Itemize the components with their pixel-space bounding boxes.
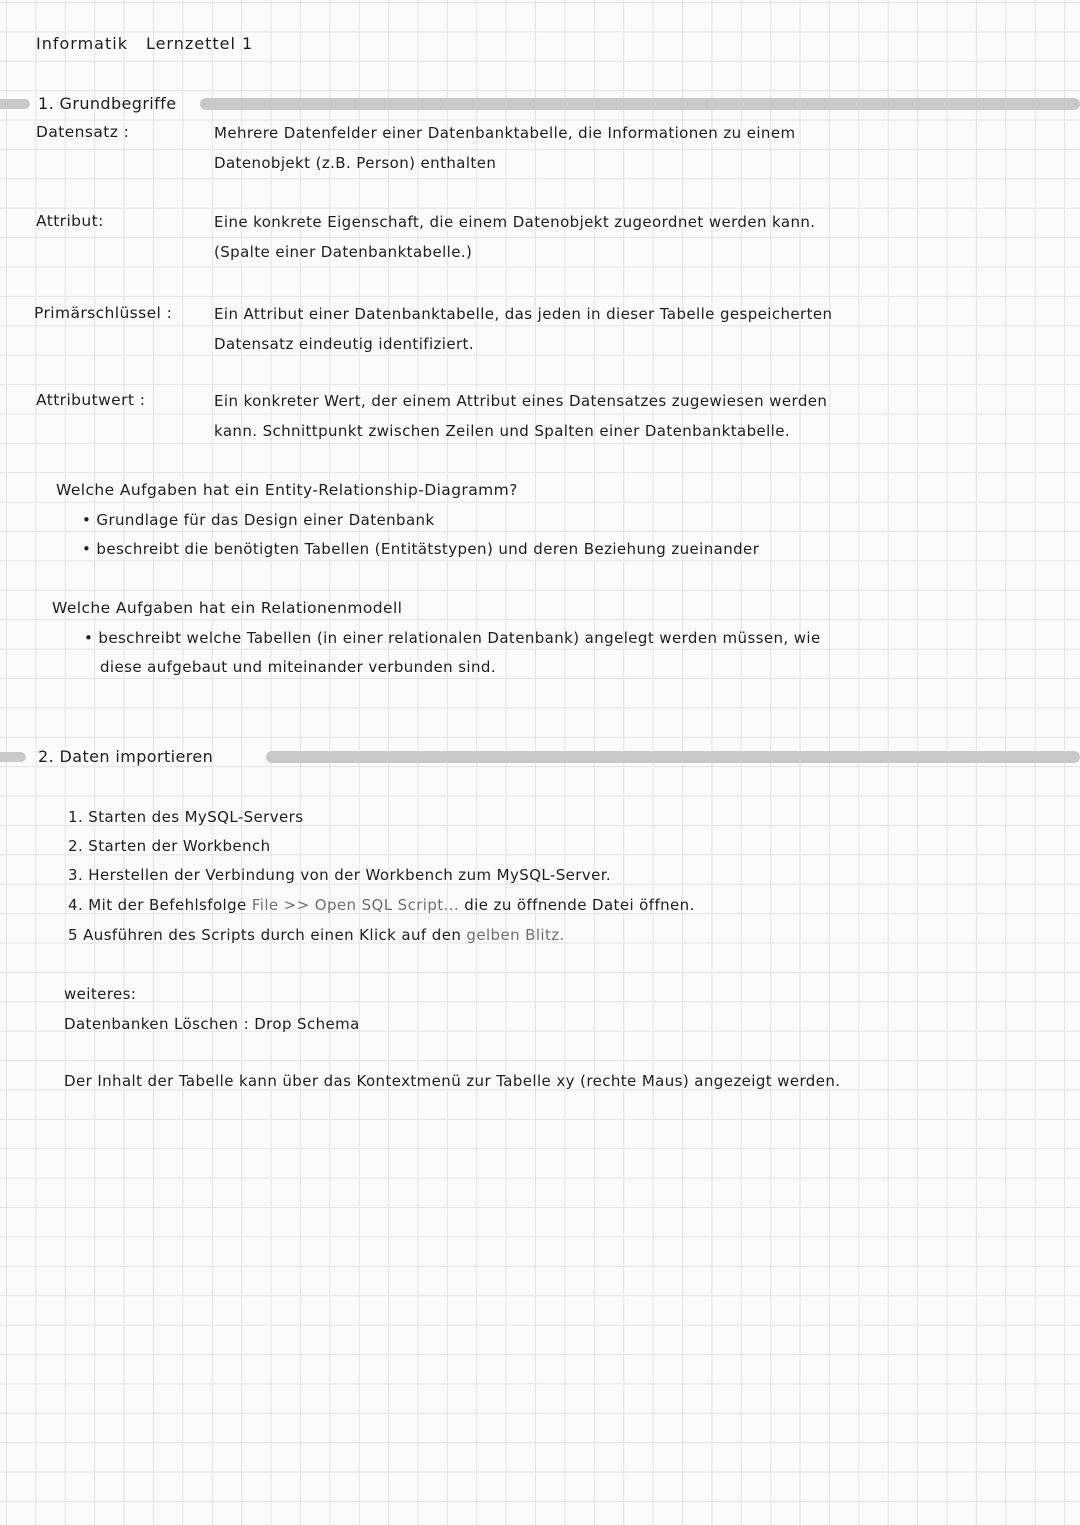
definition-primaerschluessel-line1: Ein Attribut einer Datenbanktabelle, das jeden in dieser Tabelle gespeicherten — [214, 305, 833, 323]
section-bar-left — [0, 99, 30, 109]
step-text: Mit der Befehlsfolge — [88, 896, 247, 914]
definition-attributwert-line1: Ein konkreter Wert, der einem Attribut eines Datensatzes zugewiesen werden — [214, 392, 828, 410]
section-heading-2: 2. Daten importieren — [38, 747, 214, 766]
bullet-er-2: • beschreibt die benötigten Tabellen (Entitätstypen) und deren Beziehung zueinander — [82, 540, 760, 558]
page-header — [36, 34, 253, 53]
term-attribut: Attribut: — [36, 212, 104, 230]
step-text-end: die zu öffnende Datei öffnen. — [464, 896, 695, 914]
step-number: 4. — [68, 896, 84, 914]
definition-datensatz-line2: Datenobjekt (z.B. Person) enthalten — [214, 154, 497, 172]
step-4 — [68, 896, 695, 914]
bullet-relational-line2: diese aufgebaut und miteinander verbunden sind. — [100, 658, 496, 676]
delete-database-note: Datenbanken Löschen : Drop Schema — [64, 1015, 360, 1033]
step-number: 1. — [68, 808, 84, 826]
sheet-label: Lernzettel 1 — [145, 34, 254, 53]
step-text: Herstellen der Verbindung von der Workbench zum MySQL-Server. — [88, 866, 612, 884]
section-bar-1 — [200, 98, 1080, 110]
step-5 — [68, 926, 565, 944]
definition-attributwert-line2: kann. Schnittpunkt zwischen Zeilen und Spalten einer Datenbanktabelle. — [214, 422, 791, 440]
section-heading-1: 1. Grundbegriffe — [38, 94, 177, 113]
step-number: 5 — [68, 926, 78, 944]
yellow-flash-label: gelben Blitz. — [466, 926, 565, 944]
step-text: Ausführen des Scripts durch einen Klick auf den — [83, 926, 462, 944]
subject-label: Informatik — [36, 34, 128, 53]
question-er-diagram: Welche Aufgaben hat ein Entity-Relationship-Diagramm? — [56, 481, 518, 499]
section-bar-2 — [266, 751, 1080, 763]
misc-label: weiteres: — [64, 985, 137, 1003]
term-datensatz: Datensatz : — [36, 123, 130, 141]
term-primaerschluessel: Primärschlüssel : — [34, 304, 173, 322]
step-number: 3. — [68, 866, 84, 884]
step-1 — [68, 808, 303, 826]
definition-primaerschluessel-line2: Datensatz eindeutig identifiziert. — [214, 335, 474, 353]
section-bar-left-2 — [0, 752, 26, 762]
context-menu-note: Der Inhalt der Tabelle kann über das Kontextmenü zur Tabelle xy (rechte Maus) angezeigt werden. — [64, 1072, 841, 1090]
step-number: 2. — [68, 837, 84, 855]
step-3 — [68, 866, 611, 884]
definition-attribut-line1: Eine konkrete Eigenschaft, die einem Datenobjekt zugeordnet werden kann. — [214, 213, 816, 231]
step-text: Starten der Workbench — [88, 837, 271, 855]
question-relational-model: Welche Aufgaben hat ein Relationenmodell — [52, 599, 403, 617]
menu-path: File >> Open SQL Script... — [251, 896, 460, 914]
step-2 — [68, 837, 271, 855]
term-attributwert: Attributwert : — [36, 391, 146, 409]
bullet-er-1: • Grundlage für das Design einer Datenbank — [82, 511, 435, 529]
definition-datensatz-line1: Mehrere Datenfelder einer Datenbanktabelle, die Informationen zu einem — [214, 124, 796, 142]
definition-attribut-line2: (Spalte einer Datenbanktabelle.) — [214, 243, 473, 261]
bullet-relational-line1: • beschreibt welche Tabellen (in einer relationalen Datenbank) angelegt werden müssen, wie — [84, 629, 821, 647]
step-text: Starten des MySQL-Servers — [88, 808, 304, 826]
